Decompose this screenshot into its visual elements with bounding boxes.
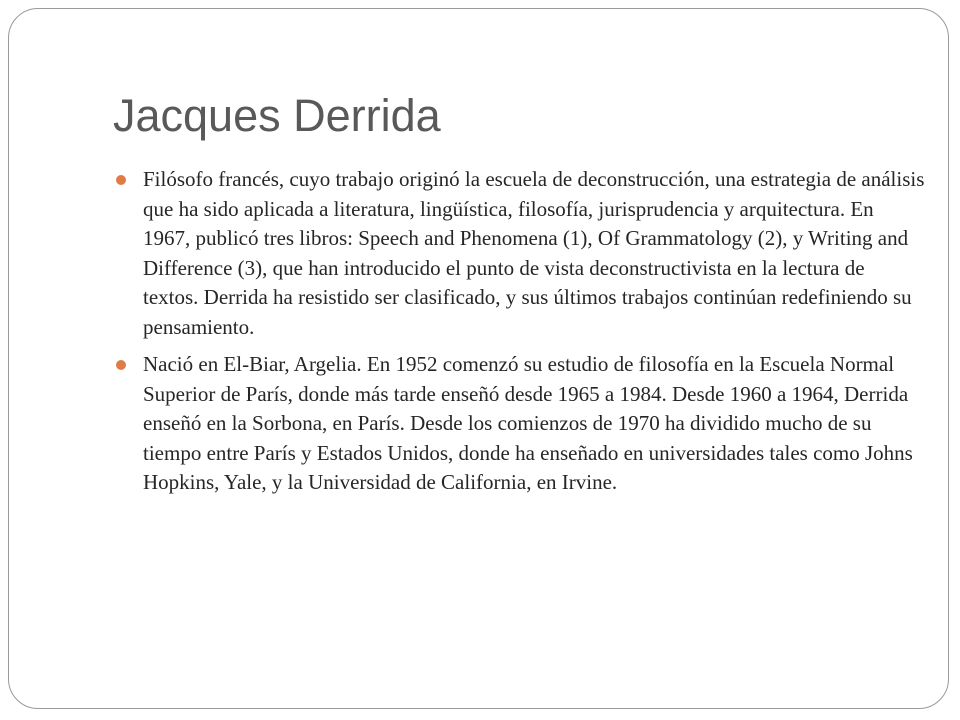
slide-frame: [8, 8, 949, 709]
bullet-text-1: Filósofo francés, cuyo trabajo originó la escuela de deconstrucción, una estrategia de análisis que ha sido aplicada a literatura, lingüística, filosofía, jurisprudencia y arquitectura. En 1967, publicó tres libros: Speech and Phenomena (1), Of Grammatology (2), y Writing and Difference (3), que han introducido el punto de vista deconstructivista en la lectura de textos. Derrida ha resistido ser clasificado, y sus últimos trabajos continúan redefiniendo su pensamiento.: [143, 167, 925, 339]
bullet-dot-icon: [116, 175, 126, 185]
bullet-item-2: [115, 350, 925, 498]
bullet-text-2: Nació en El-Biar, Argelia. En 1952 comenzó su estudio de filosofía en la Escuela Normal Superior de París, donde más tarde enseñó desde 1965 a 1984. Desde 1960 a 1964, Derrida enseñó en la Sorbona, en París. Desde los comienzos de 1970 ha dividido mucho de su tiempo entre París y Estados Unidos, donde ha enseñado en universidades tales como Johns Hopkins, Yale, y la Universidad de California, en Irvine.: [143, 352, 913, 494]
slide-title: Jacques Derrida: [113, 90, 441, 141]
bullet-item-1: [115, 165, 925, 342]
bullet-dot-icon: [116, 360, 126, 370]
bullet-list: [115, 165, 925, 506]
